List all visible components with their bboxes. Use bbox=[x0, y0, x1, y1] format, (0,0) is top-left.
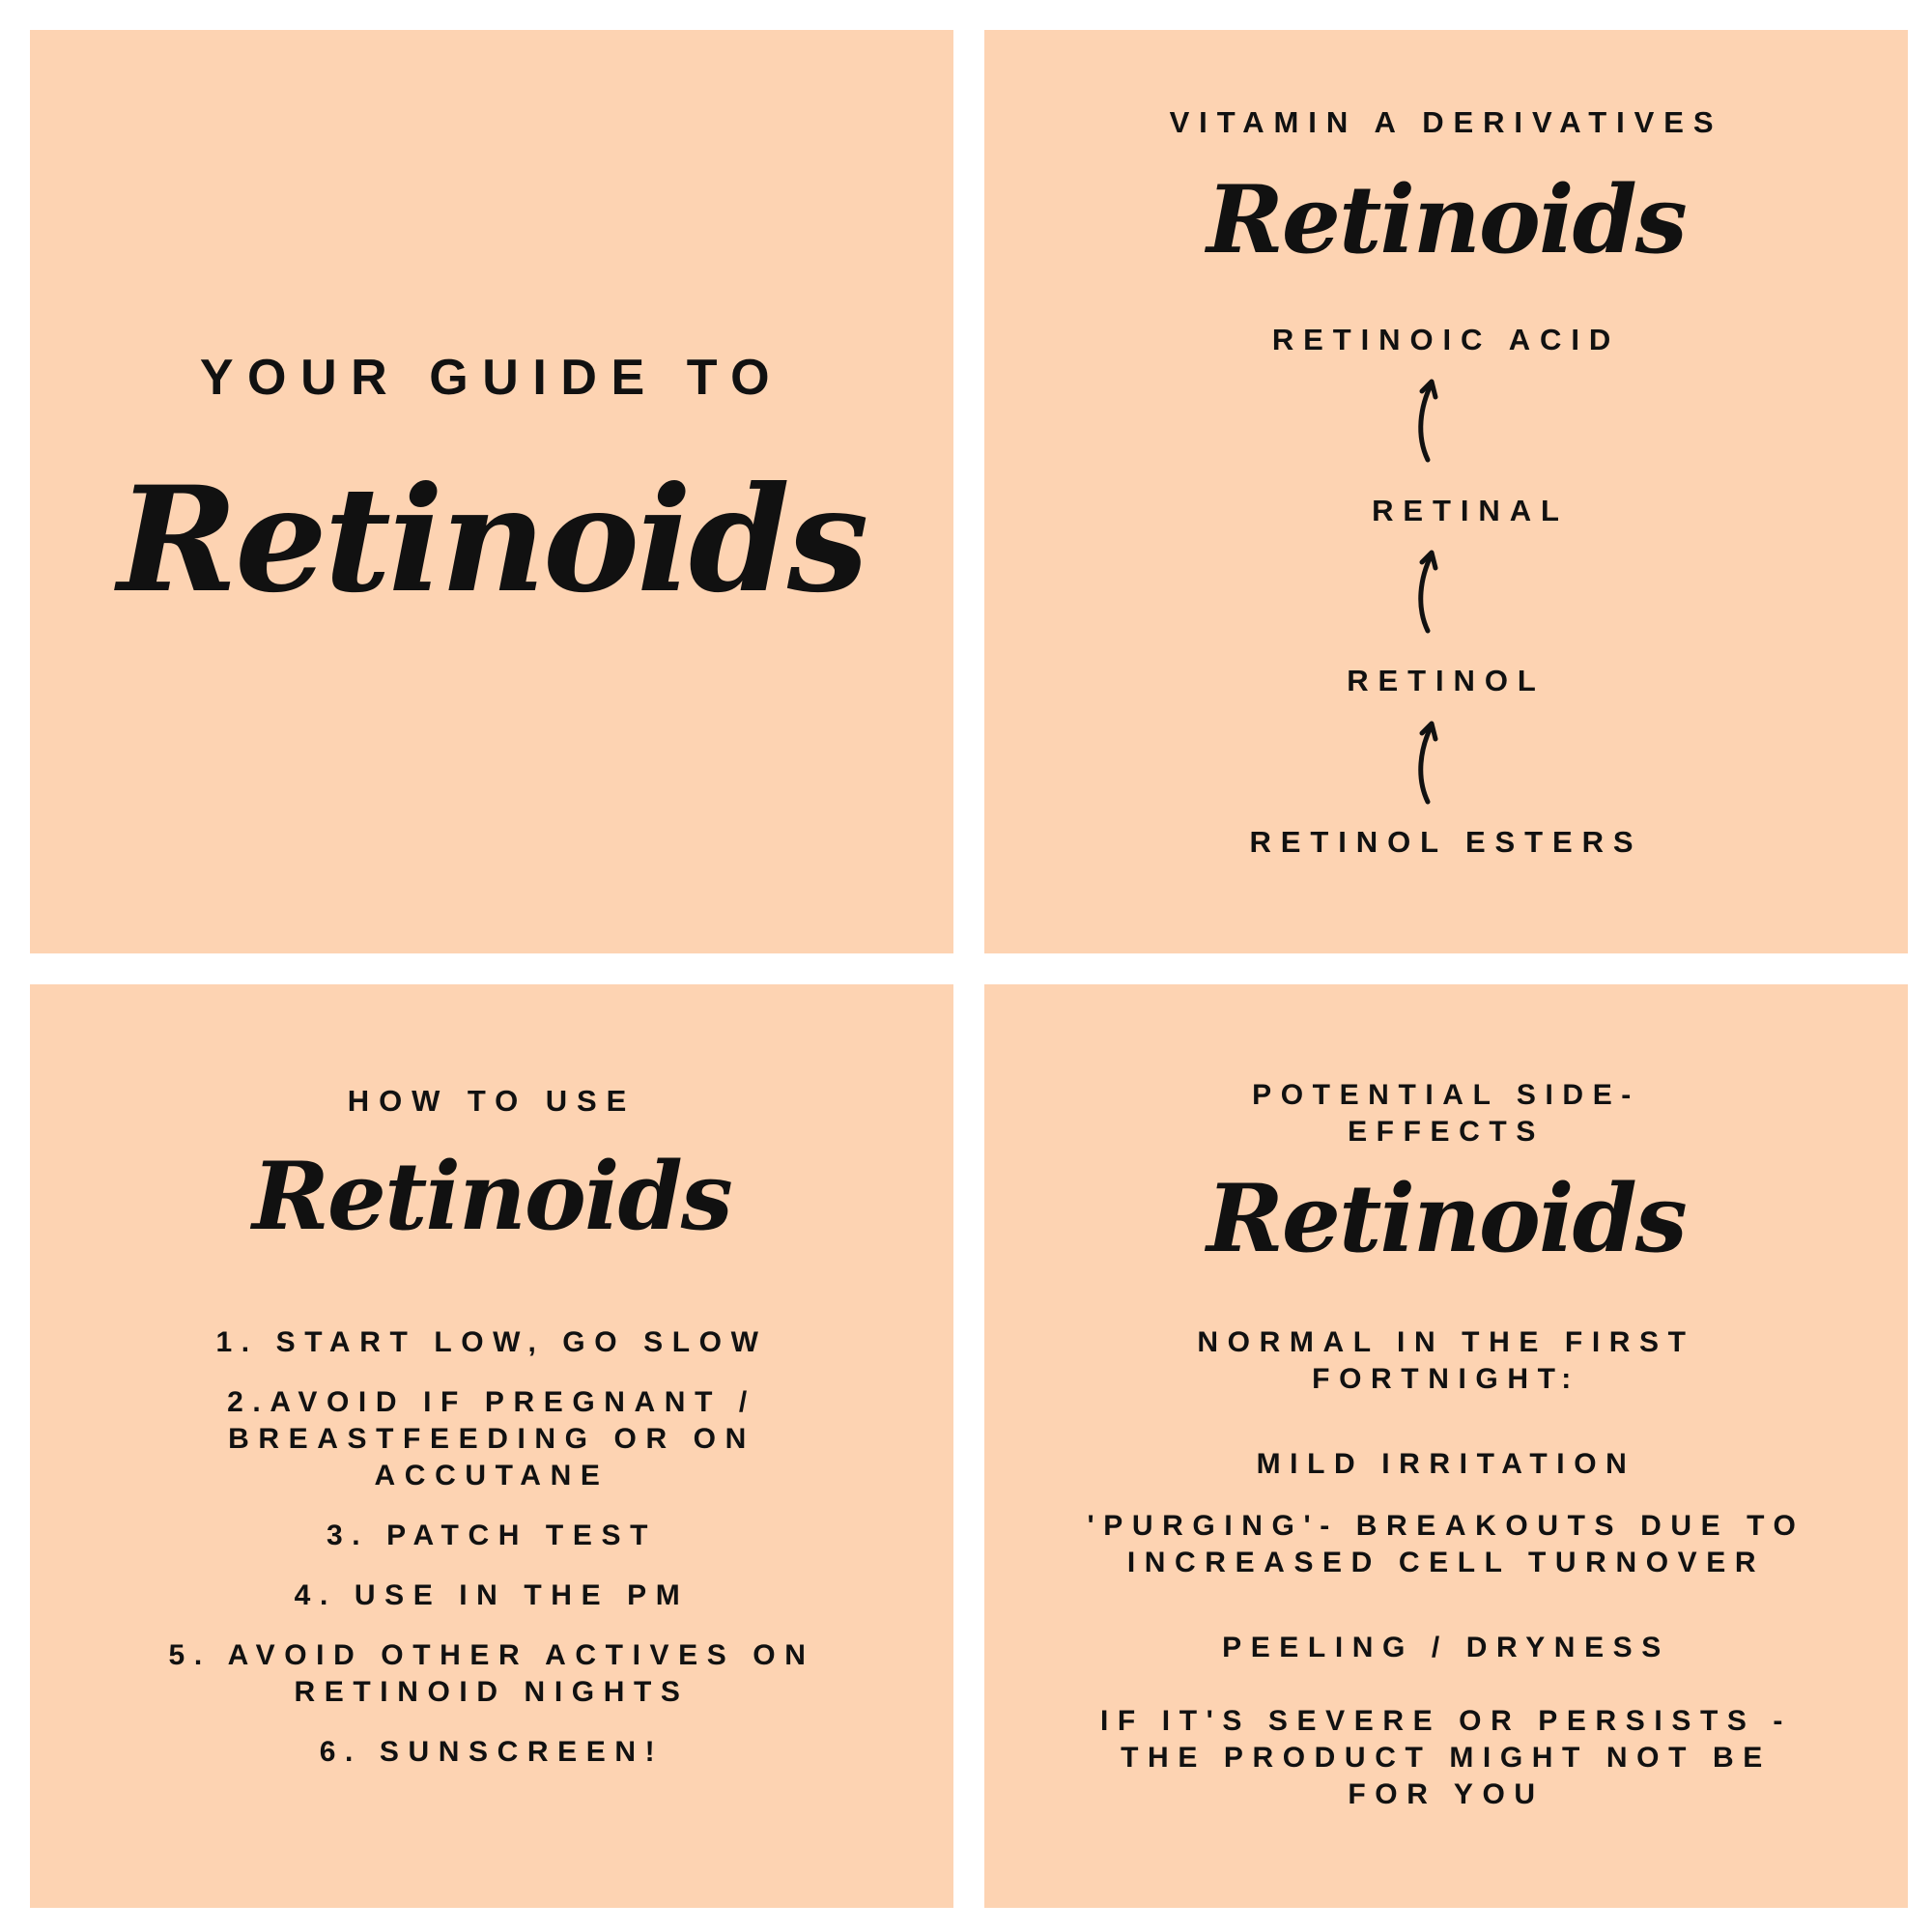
panel3-kicker: HOW TO USE bbox=[347, 1084, 637, 1118]
list-item: 3. PATCH TEST bbox=[326, 1520, 658, 1551]
list-item: MILD IRRITATION bbox=[1256, 1448, 1636, 1480]
list-item: 4. USE IN THE PM bbox=[294, 1579, 690, 1611]
step-retinol-esters: RETINOL ESTERS bbox=[1249, 825, 1643, 859]
panel-how-to-use bbox=[30, 984, 953, 1908]
panel4-title: Retinoids bbox=[1207, 1164, 1686, 1273]
up-arrow-icon bbox=[1414, 378, 1443, 465]
list-item: 'PURGING'- BREAKOUTS DUE TO INCREASED CELL TURNOVER bbox=[1087, 1510, 1805, 1578]
step-retinol: RETINOL bbox=[1347, 664, 1546, 697]
list-item: IF IT'S SEVERE OR PERSISTS - THE PRODUCT MIGHT NOT BE FOR YOU bbox=[1099, 1705, 1793, 1810]
panel1-kicker: YOUR GUIDE TO bbox=[199, 350, 784, 406]
panel2-kicker: VITAMIN A DERIVATIVES bbox=[1169, 105, 1723, 139]
up-arrow-icon bbox=[1414, 720, 1443, 807]
panel1-title: Retinoids bbox=[117, 455, 867, 625]
how-to-use-list bbox=[69, 1324, 915, 1771]
side-effects-list bbox=[1023, 1324, 1869, 1813]
list-item: 6. SUNSCREEN! bbox=[319, 1736, 665, 1768]
panel-side-effects bbox=[984, 984, 1908, 1908]
panel-guide-intro bbox=[30, 30, 953, 953]
list-item: 1. START LOW, GO SLOW bbox=[215, 1326, 768, 1358]
list-item: PEELING / DRYNESS bbox=[1222, 1632, 1670, 1663]
panel4-kicker: POTENTIAL SIDE-EFFECTS bbox=[1252, 1079, 1640, 1148]
up-arrow-icon bbox=[1414, 549, 1443, 636]
panel2-title: Retinoids bbox=[1207, 165, 1686, 274]
list-item: 2.AVOID IF PREGNANT / BREASTFEEDING OR ON ACCUTANE bbox=[227, 1386, 756, 1492]
panel3-title: Retinoids bbox=[252, 1142, 731, 1251]
panel4-kicker-wrap bbox=[1023, 1077, 1869, 1151]
side-effects-intro: NORMAL IN THE FIRST FORTNIGHT: bbox=[1197, 1326, 1695, 1395]
panel-vitamin-a-derivatives bbox=[984, 30, 1908, 953]
step-retinoic-acid: RETINOIC ACID bbox=[1271, 323, 1621, 356]
step-retinal: RETINAL bbox=[1372, 494, 1569, 527]
list-item: 5. AVOID OTHER ACTIVES ON RETINOID NIGHTS bbox=[168, 1639, 815, 1708]
